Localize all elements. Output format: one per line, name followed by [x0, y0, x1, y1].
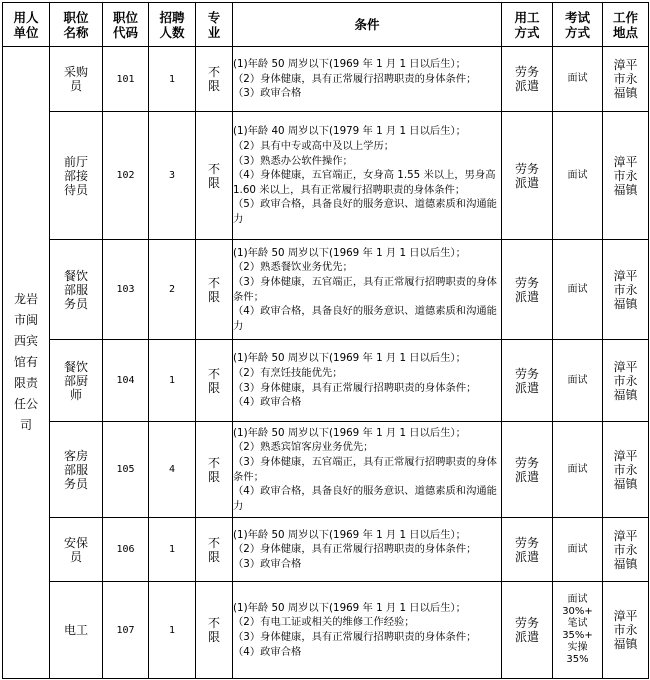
position-name: 采购员	[50, 47, 103, 112]
employment-type: 劳务派遣	[502, 47, 553, 112]
header-row	[3, 3, 649, 47]
major: 不限	[196, 422, 233, 518]
exam-method: 面试	[553, 340, 603, 422]
position-code: 101	[103, 47, 149, 112]
conditions: (1)年龄 50 周岁以下(1969 年 1 月 1 日以后生）； （2）有电工证或相关的维修工作经验； （3）身体健康，具有正常履行招聘职责的身体条件； （4）政审合格	[233, 582, 502, 679]
major: 不限	[196, 582, 233, 679]
hire-count: 4	[149, 422, 196, 518]
exam-method: 面试	[553, 47, 603, 112]
position-code: 106	[103, 518, 149, 582]
position-code: 105	[103, 422, 149, 518]
header-conditions: 条件	[233, 3, 502, 47]
table-row	[3, 582, 649, 679]
hire-count: 2	[149, 240, 196, 340]
work-location: 漳平市永福镇	[603, 518, 649, 582]
hire-count: 3	[149, 112, 196, 240]
employment-type: 劳务派遣	[502, 582, 553, 679]
position-name: 安保员	[50, 518, 103, 582]
table-row	[3, 112, 649, 240]
recruitment-table	[2, 2, 649, 679]
employment-type: 劳务派遣	[502, 340, 553, 422]
major: 不限	[196, 47, 233, 112]
employment-type: 劳务派遣	[502, 112, 553, 240]
table-row	[3, 340, 649, 422]
major: 不限	[196, 518, 233, 582]
conditions: (1)年龄 50 周岁以下(1969 年 1 月 1 日以后生）； （2）有烹饪技能优先； （3）身体健康，具有正常履行招聘职责的身体条件； （4）政审合格	[233, 340, 502, 422]
header-major: 专 业	[196, 3, 233, 47]
hire-count: 1	[149, 340, 196, 422]
header-exam: 考试 方式	[553, 3, 603, 47]
work-location: 漳平市永福镇	[603, 240, 649, 340]
work-location: 漳平市永福镇	[603, 422, 649, 518]
employment-type: 劳务派遣	[502, 240, 553, 340]
position-code: 104	[103, 340, 149, 422]
major: 不限	[196, 240, 233, 340]
employment-type: 劳务派遣	[502, 518, 553, 582]
exam-method: 面试	[553, 240, 603, 340]
position-name: 前厅部接待员	[50, 112, 103, 240]
work-location: 漳平市永福镇	[603, 47, 649, 112]
position-name: 餐饮部厨师	[50, 340, 103, 422]
position-name: 餐饮部服务员	[50, 240, 103, 340]
conditions: (1)年龄 50 周岁以下(1969 年 1 月 1 日以后生）； （2）熟悉餐饮业务优先； （3）身体健康，五官端正，具有正常履行招聘职责的身体条件； （4）政审合格，具备良好的服务意识、道德素质和沟通能力	[233, 240, 502, 340]
employment-type: 劳务派遣	[502, 422, 553, 518]
conditions: (1)年龄 40 周岁以下(1979 年 1 月 1 日以后生）； （2）具有中专或高中及以上学历； （3）熟悉办公软件操作； （4）身体健康，五官端正，女身高 1.55 米以上，男身高 1.60 米以上，具有正常履行招聘职责的身体条件； （5）政审合格，具备良好的服务意识、道德素质和沟通能力	[233, 112, 502, 240]
exam-method: 面试 30%+ 笔试 35%+ 实操 35%	[553, 582, 603, 679]
hire-count: 1	[149, 518, 196, 582]
work-location: 漳平市永福镇	[603, 340, 649, 422]
table-row	[3, 240, 649, 340]
major: 不限	[196, 112, 233, 240]
position-name: 客房部服务员	[50, 422, 103, 518]
table-row	[3, 518, 649, 582]
position-code: 102	[103, 112, 149, 240]
header-employment: 用工 方式	[502, 3, 553, 47]
exam-method: 面试	[553, 422, 603, 518]
employer-unit: 龙岩市闽西宾馆有限责任公司	[3, 47, 50, 679]
work-location: 漳平市永福镇	[603, 112, 649, 240]
hire-count: 1	[149, 582, 196, 679]
exam-method: 面试	[553, 518, 603, 582]
position-code: 103	[103, 240, 149, 340]
conditions: (1)年龄 50 周岁以下(1969 年 1 月 1 日以后生）； （2）身体健康，具有正常履行招聘职责的身体条件； （3）政审合格	[233, 518, 502, 582]
exam-method: 面试	[553, 112, 603, 240]
table-row	[3, 47, 649, 112]
work-location: 漳平市永福镇	[603, 582, 649, 679]
hire-count: 1	[149, 47, 196, 112]
header-position-code: 职位 代码	[103, 3, 149, 47]
position-name: 电工	[50, 582, 103, 679]
header-position-name: 职位 名称	[50, 3, 103, 47]
conditions: (1)年龄 50 周岁以下(1969 年 1 月 1 日以后生）； （2）身体健康，具有正常履行招聘职责的身体条件； （3）政审合格	[233, 47, 502, 112]
header-count: 招聘 人数	[149, 3, 196, 47]
header-location: 工作 地点	[603, 3, 649, 47]
major: 不限	[196, 340, 233, 422]
table-row	[3, 422, 649, 518]
position-code: 107	[103, 582, 149, 679]
conditions: (1)年龄 50 周岁以下(1969 年 1 月 1 日以后生）； （2）熟悉宾馆客房业务优先； （3）身体健康，五官端正，具有正常履行招聘职责的身体条件； （4）政审合格，具备良好的服务意识、道德素质和沟通能力	[233, 422, 502, 518]
header-unit: 用人 单位	[3, 3, 50, 47]
